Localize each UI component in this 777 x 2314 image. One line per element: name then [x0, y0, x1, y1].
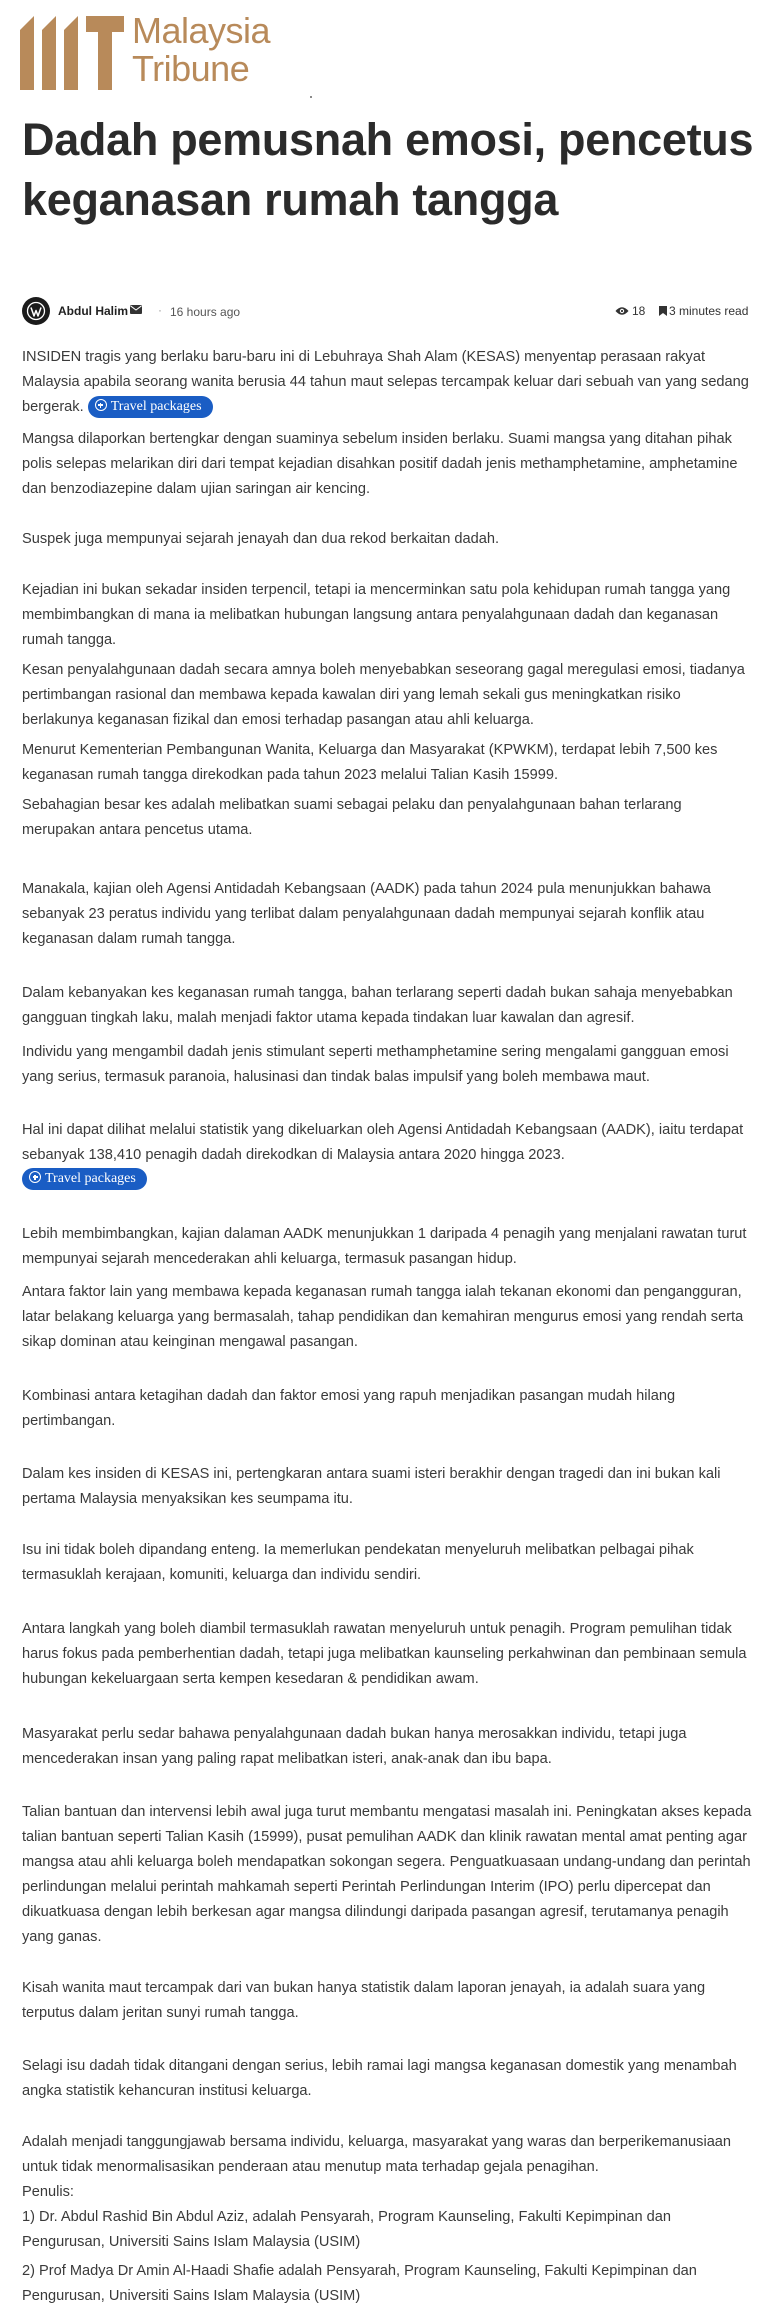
article-title: Dadah pemusnah emosi, pencetus keganasan rumah tangga: [22, 114, 754, 225]
body-paragraph: Masyarakat perlu sedar bahawa penyalahgunaan dadah bukan hanya merosakkan individu, tetapi juga mencederakan insan yang paling rapat melibatkan isteri, anak-anak dan ibu bapa.: [22, 1726, 687, 1767]
body-paragraph: Dalam kebanyakan kes keganasan rumah tangga, bahan terlarang seperti dadah bukan sahaja menyebabkan gangguan tingkah laku, malah menjadi faktor utama kepada tindakan luar kawalan dan agresif.: [22, 985, 733, 1026]
writer-credit: 2) Prof Madya Dr Amin Al-Haadi Shafie adalah Pensyarah, Program Kaunseling, Fakulti Kepimpinan dan Pengurusan, Universiti Sains Islam Malaysia (USIM): [22, 2263, 697, 2304]
body-paragraph: Individu yang mengambil dadah jenis stimulant seperti methamphetamine sering mengalami gangguan emosi yang serius, termasuk paranoia, halusinasi dan tindak balas impulsif yang boleh membawa maut.: [22, 1044, 729, 1085]
body-paragraph: Antara faktor lain yang membawa kepada keganasan rumah tangga ialah tekanan ekonomi dan pengangguran, latar belakang keluarga yang bermasalah, tahap pendidikan dan kemahiran mengurus emosi yang rendah serta sikap dominan atau keinginan mengawal pasangan.: [22, 1284, 744, 1350]
body-paragraph: Sebahagian besar kes adalah melibatkan suami sebagai pelaku dan penyalahgunaan bahan terlarang merupakan antara pencetus utama.: [22, 797, 682, 838]
body-paragraph: Antara langkah yang boleh diambil termasuklah rawatan menyeluruh untuk penagih. Program pemulihan tidak harus fokus pada pemberhentian dadah, tetapi juga melibatkan kaunseling perkahwinan dan pembinaan semula hubungan kekeluargaan serta kempen kesedaran & pendidikan awam.: [22, 1621, 747, 1687]
site-header: [16, 10, 316, 95]
read-time-value: 3 minutes read: [669, 304, 749, 318]
body-paragraph: Mangsa dilaporkan bertengkar dengan suaminya sebelum insiden berlaku. Suami mangsa yang ditahan pihak polis selepas melarikan diri dari tempat kejadian disahkan positif dadah jenis methamphetamine, amphetamine dan benzodiazepine dalam ujian saringan air kencing.: [22, 431, 738, 497]
wordpress-icon: [26, 301, 46, 321]
body-paragraph: Kombinasi antara ketagihan dadah dan faktor emosi yang rapuh menjadikan pasangan mudah hilang pertimbangan.: [22, 1388, 676, 1429]
body-paragraph: Manakala, kajian oleh Agensi Antidadah Kebangsaan (AADK) pada tahun 2024 pula menunjukkan bahawa sebanyak 23 peratus individu yang terlibat dalam penyalahgunaan dadah mempunyai sejarah konflik atau keganasan dalam rumah tangga.: [22, 881, 711, 947]
body-paragraph: Isu ini tidak boleh dipandang enteng. Ia memerlukan pendekatan menyeluruh melibatkan pelbagai pihak termasuklah kerajaan, komuniti, keluarga dan individu sendiri.: [22, 1542, 694, 1583]
travel-packages-ad-button[interactable]: [22, 1168, 147, 1190]
writers-label: Penulis:: [22, 2184, 74, 2200]
body-paragraph: [22, 345, 755, 420]
author-name[interactable]: Abdul Halim: [58, 304, 129, 318]
ad-slot: [22, 1168, 147, 1190]
body-paragraph: Menurut Kementerian Pembangunan Wanita, Keluarga dan Masyarakat (KPWKM), terdapat lebih 7,500 kes keganasan rumah tangga direkodkan pada tahun 2023 melalui Talian Kasih 15999.: [22, 742, 718, 783]
ad-label: Travel packages: [110, 399, 202, 415]
author-avatar[interactable]: [22, 297, 50, 325]
body-paragraph: Selagi isu dadah tidak ditangani dengan serius, lebih ramai lagi mangsa keganasan domestik yang menambah angka statistik kehancuran institusi keluarga.: [22, 2058, 737, 2099]
body-paragraph: Kesan penyalahgunaan dadah secara amnya boleh menyebabkan seseorang gagal meregulasi emosi, tiadanya pertimbangan rasional dan membawa kepada kawalan diri yang lemah sekali gus meningkatkan risiko berlakunya keganasan fizikal dan emosi terhadap pasangan atau ahli keluarga.: [22, 662, 745, 728]
body-paragraph: Dalam kes insiden di KESAS ini, pertengkaran antara suami isteri berakhir dengan tragedi dan ini bukan kali pertama Malaysia menyaksikan kes seumpama itu.: [22, 1466, 721, 1507]
brand-line-2: Tribune: [132, 48, 250, 89]
published-time: 16 hours ago: [170, 305, 241, 319]
meta-separator: ·: [158, 303, 162, 317]
divider-dot: [310, 96, 312, 98]
envelope-icon[interactable]: [130, 305, 142, 314]
plus-circle-icon: [95, 399, 107, 411]
body-paragraph: Lebih membimbangkan, kajian dalaman AADK menunjukkan 1 daripada 4 penagih yang menjalani rawatan turut mempunyai sejarah mencederakan ahli keluarga, termasuk pasangan hidup.: [22, 1226, 747, 1267]
ad-label: Travel packages: [45, 1171, 136, 1186]
malaysia-tribune-logo-icon[interactable]: [16, 12, 128, 92]
body-paragraph: Adalah menjadi tanggungjawab bersama individu, keluarga, masyarakat yang waras dan berperikemanusiaan untuk tidak menormalisasikan penderaan atau menutup mata terhadap gejala penagihan.: [22, 2134, 732, 2175]
body-paragraph: Talian bantuan dan intervensi lebih awal juga turut membantu mengatasi masalah ini. Peningkatan akses kepada talian bantuan seperti Talian Kasih (15999), pusat pemulihan AADK dan klinik rawatan mental amat penting agar mangsa atau ahli keluarga boleh mendapatkan sokongan segera. Penguatkuasaan undang-undang dan perintah perlindungan melalui perintah mahkamah seperti Perintah Perlindungan Interim (IPO) perlu dipercepat dan dikuatkuasa dengan lebih berkesan agar mangsa dilindungi daripada pasangan agresif, terutamanya penagih yang ganas.: [22, 1804, 752, 1945]
body-paragraph: Suspek juga mempunyai sejarah jenayah dan dua rekod berkaitan dadah.: [22, 531, 500, 547]
view-count-value: 18: [632, 304, 646, 318]
view-count: [615, 304, 645, 318]
brand-line-1: Malaysia: [132, 10, 271, 51]
article-meta: [22, 297, 755, 325]
body-paragraph: Kejadian ini bukan sekadar insiden terpencil, tetapi ia mencerminkan satu pola kehidupan rumah tangga yang membimbangkan di mana ia melibatkan hubungan langsung antara penyalahgunaan dadah dan keganasan rumah tangga.: [22, 582, 731, 648]
body-paragraph: Kisah wanita maut tercampak dari van bukan hanya statistik dalam laporan jenayah, ia adalah suara yang terputus dalam jeritan sunyi rumah tangga.: [22, 1980, 706, 2021]
brand-name[interactable]: [132, 12, 270, 88]
paragraph-text: INSIDEN tragis yang berlaku baru-baru ini di Lebuhraya Shah Alam (KESAS) menyentap perasaan rakyat Malaysia apabila seorang wanita berusia 44 tahun maut selepas tercampak keluar dari sebuah van yang sedang bergerak.: [22, 349, 749, 415]
read-time: [659, 304, 748, 318]
travel-packages-ad-button[interactable]: [88, 396, 213, 418]
plus-circle-icon: [29, 1171, 41, 1183]
body-paragraph: Hal ini dapat dilihat melalui statistik yang dikeluarkan oleh Agensi Antidadah Kebangsaan (AADK), iaitu terdapat sebanyak 138,410 penagih dadah direkodkan di Malaysia antara 2020 hingga 2023.: [22, 1122, 744, 1163]
bookmark-icon: [659, 306, 667, 316]
writer-credit: 1) Dr. Abdul Rashid Bin Abdul Aziz, adalah Pensyarah, Program Kaunseling, Fakulti Kepimpinan dan Pengurusan, Universiti Sains Islam Malaysia (USIM): [22, 2209, 671, 2250]
eye-icon: [615, 306, 629, 316]
